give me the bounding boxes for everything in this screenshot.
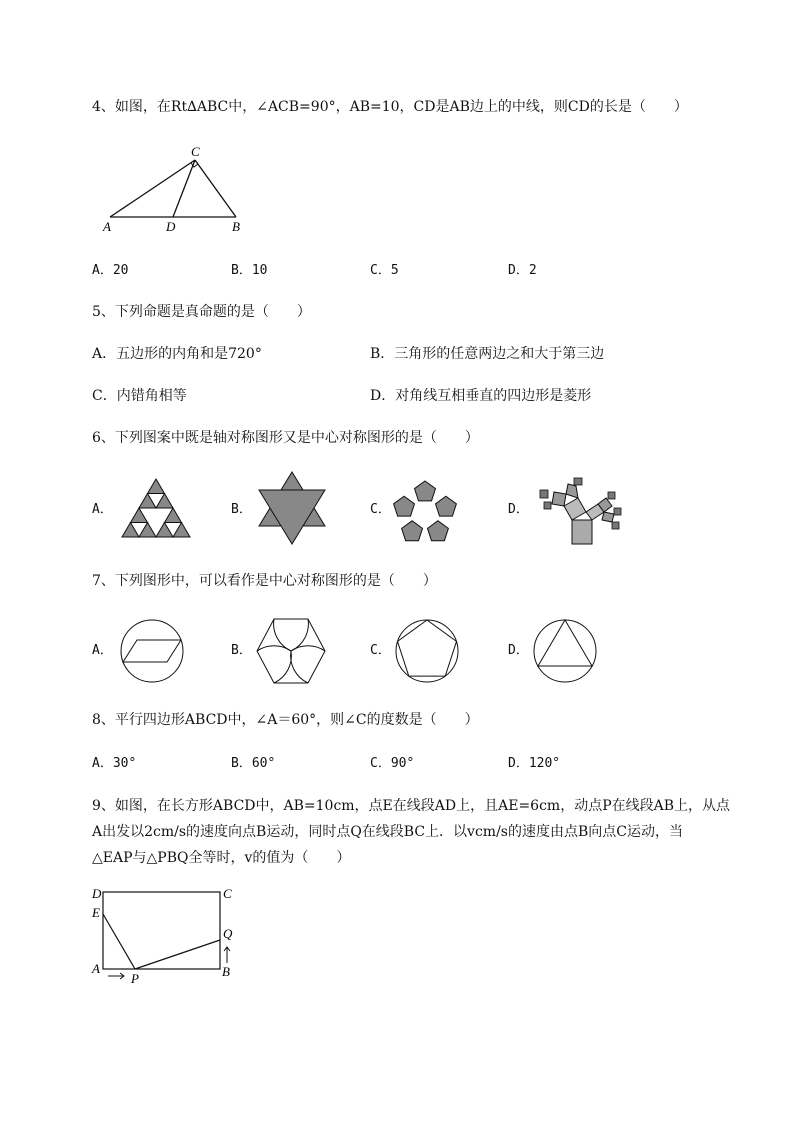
- q9-label-q: Q: [223, 926, 233, 941]
- q6-hexagram-figure[interactable]: [255, 470, 335, 546]
- q9-rectangle-figure: [90, 885, 250, 985]
- pentagon-shape: [436, 496, 457, 516]
- q7-circle-parallelogram-figure[interactable]: [117, 616, 187, 686]
- q4-triangle-figure: [100, 145, 260, 235]
- q8-option-c[interactable]: C．90°: [370, 756, 415, 771]
- q9-stem-line2: A出发以2cm/s的速度向点B运动，同时点Q在线段BC上．以vcm/s的速度由点B向点C运动，当: [92, 824, 683, 840]
- q6-sierpinski-triangle-figure[interactable]: [120, 475, 200, 541]
- q5-option-b[interactable]: B．三角形的任意两边之和大于第三边: [370, 346, 605, 362]
- q7-circle-pentagon-figure[interactable]: [392, 616, 462, 686]
- q4-option-a[interactable]: A．20: [92, 263, 129, 278]
- q5-option-a[interactable]: A．五边形的内角和是720°: [92, 346, 262, 362]
- q4-label-c: C: [191, 144, 200, 159]
- q7-option-b[interactable]: B．: [231, 643, 252, 658]
- q4-label-d: D: [166, 219, 176, 234]
- q9-label-b: B: [222, 964, 230, 979]
- q4-label-a: A: [103, 219, 111, 234]
- q4-label-b: B: [232, 219, 240, 234]
- q9-stem-line1: 9、如图，在长方形ABCD中，AB=10cm，点E在线段AD上，且AE=6cm，动点P在线段AB上，从点: [92, 798, 731, 814]
- q9-label-p: P: [131, 971, 139, 986]
- pentagon-shape: [415, 481, 436, 501]
- circle-shape: [396, 620, 458, 682]
- q8-option-b[interactable]: B．60°: [231, 756, 276, 771]
- q6-pythagoras-tree-figure[interactable]: [532, 478, 622, 548]
- q8-stem: 8、平行四边形ABCD中，∠A＝60°，则∠C的度数是（ ）: [92, 712, 479, 728]
- q6-option-b[interactable]: B．: [231, 502, 252, 517]
- q9-stem-line3: △EAP与△PBQ全等时，v的值为（ ）: [92, 850, 351, 866]
- q9-label-d: D: [92, 886, 102, 901]
- q8-option-d[interactable]: D．120°: [508, 756, 561, 771]
- q5-option-c[interactable]: C．内错角相等: [92, 388, 187, 404]
- q5-option-d[interactable]: D．对角线互相垂直的四边形是菱形: [370, 388, 592, 404]
- q6-stem: 6、下列图案中既是轴对称图形又是中心对称图形的是（ ）: [92, 430, 479, 446]
- q7-hexagon-arcs-figure[interactable]: [254, 616, 330, 686]
- q6-option-a[interactable]: A．: [92, 502, 113, 517]
- q7-option-c[interactable]: C．: [370, 643, 391, 658]
- pentagon-shape: [402, 521, 423, 541]
- q4-option-c[interactable]: C．5: [370, 263, 399, 278]
- q7-option-d[interactable]: D．: [508, 643, 529, 658]
- q9-label-e: E: [92, 905, 100, 920]
- q8-option-a[interactable]: A．30°: [92, 756, 137, 771]
- q4-stem: 4、如图，在Rt∆ABC中，∠ACB=90°，AB=10，CD是AB边上的中线，则CD的长是（ ）: [92, 99, 688, 115]
- q6-option-d[interactable]: D．: [508, 502, 529, 517]
- pentagon-shape: [428, 521, 449, 541]
- q5-stem: 5、下列命题是真命题的是（ ）: [92, 304, 311, 320]
- q9-label-c: C: [223, 886, 232, 901]
- q7-circle-triangle-figure[interactable]: [530, 616, 600, 686]
- q6-pentagon-ring-figure[interactable]: [390, 478, 460, 548]
- q6-option-c[interactable]: C．: [370, 502, 391, 517]
- q7-option-a[interactable]: A．: [92, 643, 113, 658]
- q9-label-a: A: [92, 961, 100, 976]
- q4-option-d[interactable]: D．2: [508, 263, 537, 278]
- pentagon-shape: [394, 496, 415, 516]
- q4-option-b[interactable]: B．10: [231, 263, 268, 278]
- q7-stem: 7、下列图形中，可以看作是中心对称图形的是（ ）: [92, 573, 437, 589]
